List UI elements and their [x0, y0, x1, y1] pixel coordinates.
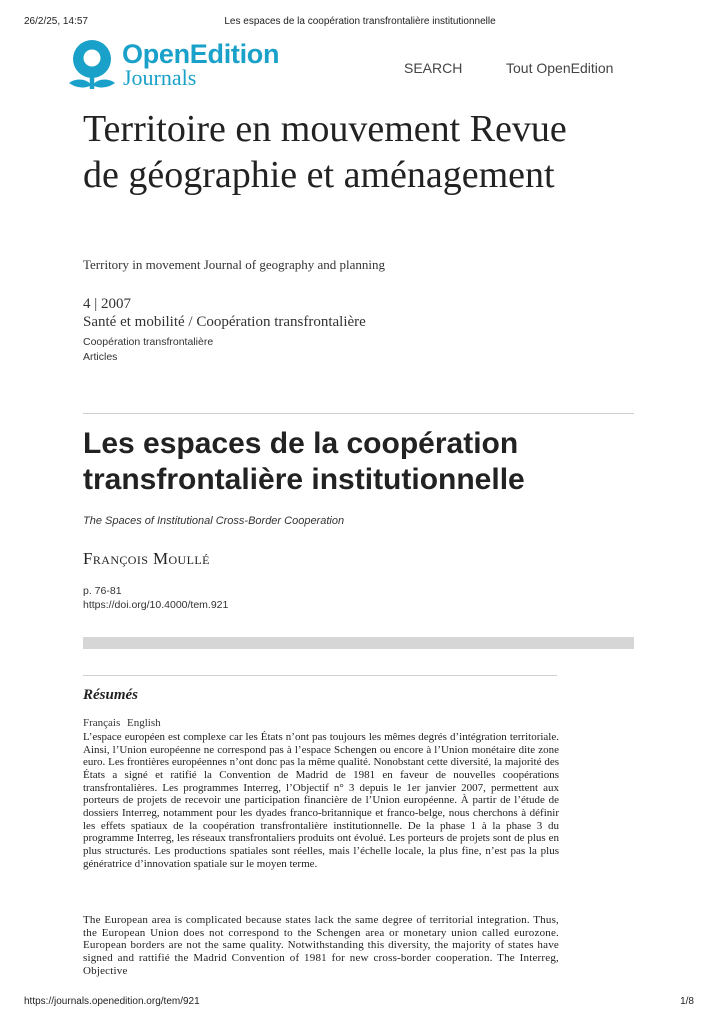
page-range: p. 76-81 — [83, 585, 122, 597]
tout-openedition-link[interactable]: Tout OpenEdition — [506, 60, 614, 76]
journal-subtitle: Territory in movement Journal of geography and planning — [83, 257, 385, 272]
logo-sub-text: Journals — [123, 65, 197, 90]
abstract-english: The European area is complicated because states lack the same degree of territorial integration. Thus, the European Union does not correspond to the Schengen area or monetary union called eurozone. European borders are not the same quality. Notwithstanding this diversity, the majority of states have signed and rattifié the Madrid Convention of 1981 for new cross-border cooperation. The Interreg, Objective — [83, 914, 559, 977]
print-header — [0, 16, 720, 30]
print-page-number: 1/8 — [680, 996, 694, 1007]
search-link[interactable]: SEARCH — [404, 60, 463, 76]
doi-link[interactable]: https://doi.org/10.4000/tem.921 — [83, 599, 229, 611]
divider — [83, 413, 634, 414]
issue-title[interactable]: Santé et mobilité / Coopération transfrontalière — [83, 314, 366, 330]
print-footer — [0, 996, 720, 1010]
article-translated-title: The Spaces of Institutional Cross-Border Cooperation — [83, 515, 345, 527]
openedition-journals-logo[interactable] — [66, 39, 286, 97]
resumes-heading: Résumés — [83, 687, 139, 703]
journal-title[interactable]: Territoire en mouvement Revue de géographie et aménagement — [83, 108, 567, 196]
print-url: https://journals.openedition.org/tem/921 — [24, 996, 200, 1007]
issue-number[interactable]: 4 | 2007 — [83, 296, 132, 312]
print-datetime: 26/2/25, 14:57 — [24, 16, 88, 27]
article-title: Les espaces de la coopération transfrontalière institutionnelle — [83, 427, 525, 496]
breadcrumb-section[interactable]: Coopération transfrontalière — [83, 336, 214, 348]
abstract-french: L’espace européen est complexe car les États n’ont pas toujours les mêmes degrés d’intégration territoriale. Ainsi, l’Union européenne ne correspond pas à l’espace Schengen ou encore à l’Union monétaire dite zone euro. Les frontières européennes n’ont donc pas la même qualité. Nonobstant cette diversité, la majorité des États a signé et ratifié la Convention de Madrid de 1981 en faveur de nouvelles coopérations transfrontalières. Les programmes Interreg, l’Objectif n° 3 depuis le 1er janvier 2007, permettent aux porteurs de projets de recevoir une participation financière de l’Union européenne. À partir de l’étude de dossiers Interreg, notamment pour les dyades franco-britannique et franco-belge, nous cherchons à définir les effets spatiaux de la coopération transfrontalière institutionnelle. De la phase 1 à la phase 3 du programme Interreg, les réseaux transfrontaliers produits ont évolué. Les porteurs de projets sont de plus en plus structurés. Les productions spatiales sont réelles, mais l’échelle locale, la plus fine, n’est pas la plus génératrice d’innovation spatiale sur le moyen terme. — [83, 731, 559, 870]
lang-french-link[interactable]: Français — [83, 717, 121, 729]
openedition-flower-icon — [66, 39, 118, 97]
grey-separator-bar — [83, 637, 634, 649]
lang-english-link[interactable]: English — [127, 717, 161, 729]
breadcrumb-articles[interactable]: Articles — [83, 351, 118, 363]
logo-brand-text: OpenEdition — [122, 39, 280, 69]
author-name[interactable]: François Moullé — [83, 549, 210, 568]
print-page-title: Les espaces de la coopération transfrontalière institutionnelle — [224, 16, 496, 27]
divider — [83, 675, 557, 676]
language-switch — [83, 717, 161, 729]
